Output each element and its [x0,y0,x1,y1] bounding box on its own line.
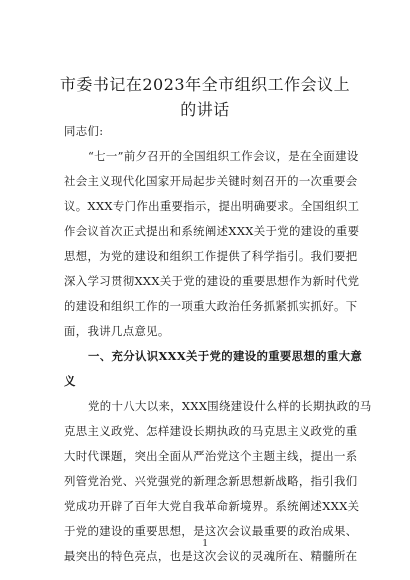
paragraph-line: 党成功开辟了百年大党自我革命新境界。系统阐述XXX关 [64,499,360,513]
page-number: 1 [202,537,208,549]
paragraph-line: 克思主义政党、怎样建设长期执政的马克思主义政党的重 [64,424,358,438]
paragraph-line: 于党的建设的重要思想，是这次会议最重要的政治成果、 [64,524,358,538]
paragraph-line: 深入学习贯彻XXX关于党的建设的重要思想作为新时代党 [64,274,360,288]
paragraph-line: “七一”前夕召开的全国组织工作会议，是在全面建设 [88,149,359,163]
paragraph-line: 思想，为党的建设和组织工作提供了科学指引。我们要把 [64,249,358,263]
paragraph-line: 最突出的特色亮点，也是这次会议的灵魂所在、精髓所在 [64,549,358,563]
paragraph-line: 社会主义现代化国家开局起步关键时刻召开的一次重要会 [64,174,358,188]
paragraph-line: 党的十八大以来，XXX围绕建设什么样的长期执政的马 [88,399,372,413]
paragraph-line: 议。XXX专门作出重要指示，提出明确要求。全国组织工 [64,199,360,213]
document-title-line-2: 的讲话 [180,100,230,119]
paragraph-line: 面，我讲几点意见。 [64,324,170,338]
paragraph-line: 列管党治党、兴党强党的新理念新思想新战略，指引我们 [64,474,358,488]
paragraph-line: 作会议首次正式提出和系统阐述XXX关于党的建设的重要 [64,224,360,238]
section-heading-line: 一、充分认识XXX关于党的建设的重要思想的重大意 [88,349,363,363]
document-title-line-1: 市委书记在2023年全市组织工作会议上 [59,75,351,94]
paragraph-line: 的建设和组织工作的一项重大政治任务抓紧抓实抓好。下 [64,299,358,313]
paragraph-line: 大时代课题，突出全面从严治党这个主题主线，提出一系 [64,449,358,463]
greeting: 同志们: [64,124,104,138]
section-heading-line: 义 [64,374,76,388]
